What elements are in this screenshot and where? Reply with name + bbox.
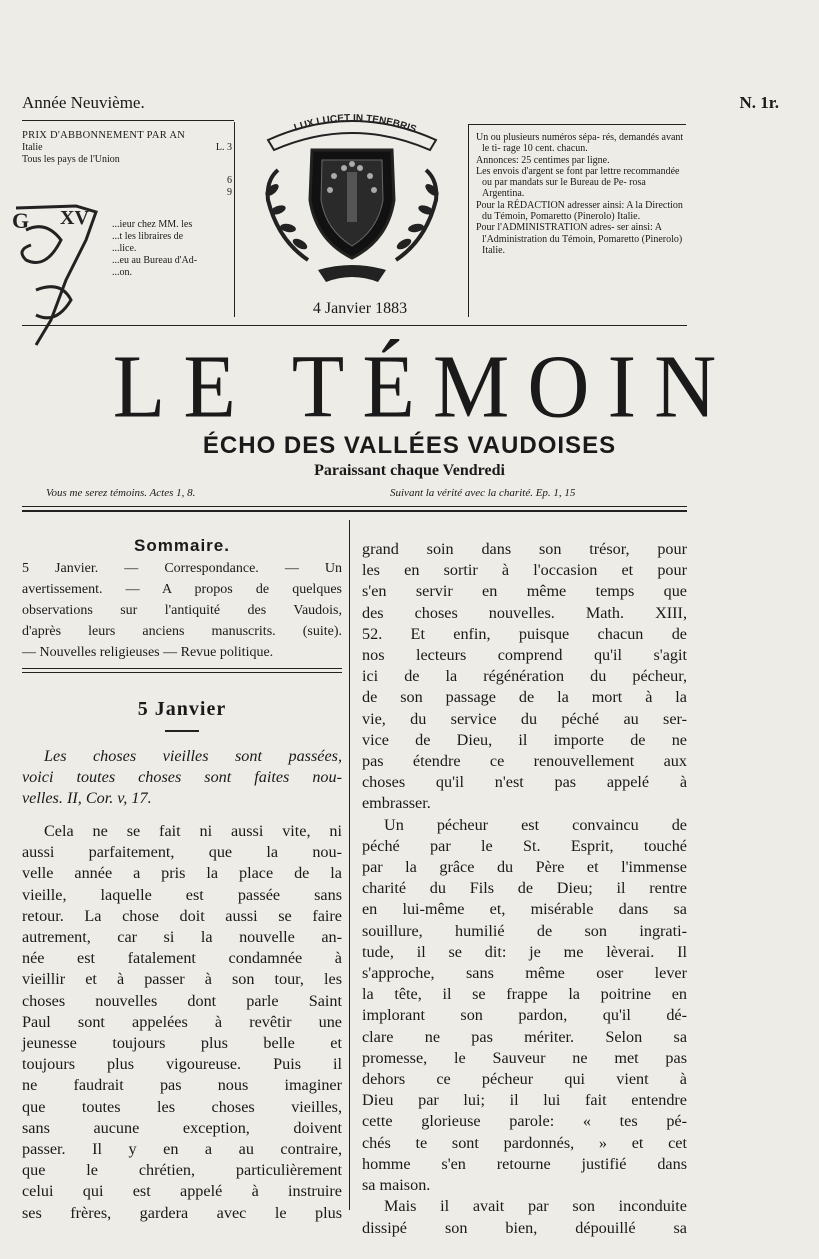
subscription-box-border xyxy=(234,122,235,317)
article-right-column: grand soin dans son trésor, pour les en sortir à l'occasion et pour s'en servir en même temps que des choses nouvelles. Math. XIII, 52. Et enfin, puisque chacun de nos lecteurs comprend qu'il s'agit ici de la régénération du pécheur, de son passage de la mort à la vie, du service du péché au ser- vice de Dieu, il importe de ne pas étendre ce renouvellement aux choses qu'il n'est pas appelé à embrasser. Un pécheur est convaincu de péché par le St. Esprit, touché par la grâce du Père et l'immense charité du Fils de Dieu; il rentre en lui-même et, misérable dans sa souillure, humilié de son ingrati- tude, il se dit: je me lèverai. Il s'approche, sans même oser lever la tête, il se frappe la poitrine en implorant son pardon, qu'il dé- clare ne pas mériter. Selon sa promesse, le Sauveur ne met pas dehors ce pécheur qui vient à Dieu par lui; il lui fait entendre cette glorieuse parole: « tes pé- chés te sont pardonnés, » et cet homme s'en retourne justifié dans sa maison. Mais il avait par son inconduite dissipé son bien, dépouillé sa xyxy=(362,540,687,1237)
sommaire-rule-1 xyxy=(22,668,342,669)
svg-text:XV: XV xyxy=(60,207,89,229)
motto-right: Suivant la vérité avec la charité. Ep. 1, 15 xyxy=(390,487,576,499)
header-rule-left xyxy=(22,120,234,121)
motto-left: Vous me serez témoins. Actes 1, 8. xyxy=(46,487,196,499)
handwritten-stamp-icon xyxy=(6,200,106,350)
header-bottom-rule xyxy=(22,325,687,326)
masthead-rule-1 xyxy=(22,506,687,507)
subscription-row: Italie L. 3 xyxy=(22,142,232,153)
subscription-heading: PRIX D'ABBONNEMENT PAR AN xyxy=(22,130,186,141)
subscription-row: Tous les pays de l'Union xyxy=(22,154,120,165)
issue-date: 4 Janvier 1883 xyxy=(312,300,408,317)
emblem-icon xyxy=(238,110,466,300)
masthead-rule-2 xyxy=(22,510,687,512)
column-divider xyxy=(349,520,350,1210)
title-dash xyxy=(165,730,199,732)
svg-text:G: G xyxy=(12,208,30,233)
info-box-border xyxy=(468,124,469,317)
masthead-tagline: Paraissant chaque Vendredi xyxy=(314,462,505,479)
issue-number: N. 1r. xyxy=(739,93,779,112)
masthead-subtitle: ÉCHO DES VALLÉES VAUDOISES xyxy=(202,432,617,459)
header-rule-right xyxy=(468,124,686,125)
masthead-title: LE TÉMOIN xyxy=(112,335,735,437)
sommaire-rule-2 xyxy=(22,672,342,673)
article-title: 5 Janvier xyxy=(137,698,227,720)
year-label: Année Neuvième. xyxy=(22,93,145,112)
article-left-column: Cela ne se fait ni aussi vite, ni aussi parfaitement, que la nou- velle année a pris la place de la vieille, laquelle est passée sans retour. La chose doit aussi se faire autrement, car si la nouvelle an- née est fatalement condamnée à vieillir et à passer à son tour, les choses nouvelles dont parle Saint Paul sont appelées à revêtir une jeunesse toujours plus belle et toujours plus vigoureuse. Puis il ne faudrait pas nous imaginer que toutes les choses vieilles, sans aucune exception, doivent passer. Il y en a au contraire, que le chrétien, particulièrement celui qui est appelé à instruire ses frères, gardera avec le plus xyxy=(22,822,342,1222)
article-epigraph: Les choses vieilles sont passées, voici toutes choses sont faites nou- velles. II, Cor. v, 17. xyxy=(22,747,342,808)
emblem-motto: LUX LUCET IN TENEBRIS xyxy=(292,112,418,136)
subscription-row: 6 xyxy=(227,175,232,186)
sommaire-title: Sommaire. xyxy=(134,536,230,555)
subscription-notes: ...ieur chez MM. les ...t les libraires de ...lice. ...eu au Bureau d'Ad- ...on. xyxy=(112,219,198,278)
sommaire-text: 5 Janvier. — Correspondance. — Un avertissement. — A propos de quelques observations sur l'antiquité des Vaudois, d'après leurs anciens manuscrits. (suite). — Nouvelles religieuses — Revue politique. xyxy=(22,561,342,660)
info-box: Un ou plusieurs numéros sépa- rés, demandés avant le ti- rage 10 cent. chacun. Annonces: 25 centimes par ligne. Les envois d'argent se font par lettre recommandée ou par mandats sur le Bureau de Pe- rosa Argentina. Pour la RÉDACTION adresser ainsi: A la Direction du Témoin, Pomaretto (Pinerolo) Italie. Pour l'ADMINISTRATION adres- ser ainsi: A l'Administration du Témoin, Pomaretto (Pinerolo) Italie. xyxy=(476,132,684,256)
subscription-row: 9 xyxy=(227,187,232,198)
